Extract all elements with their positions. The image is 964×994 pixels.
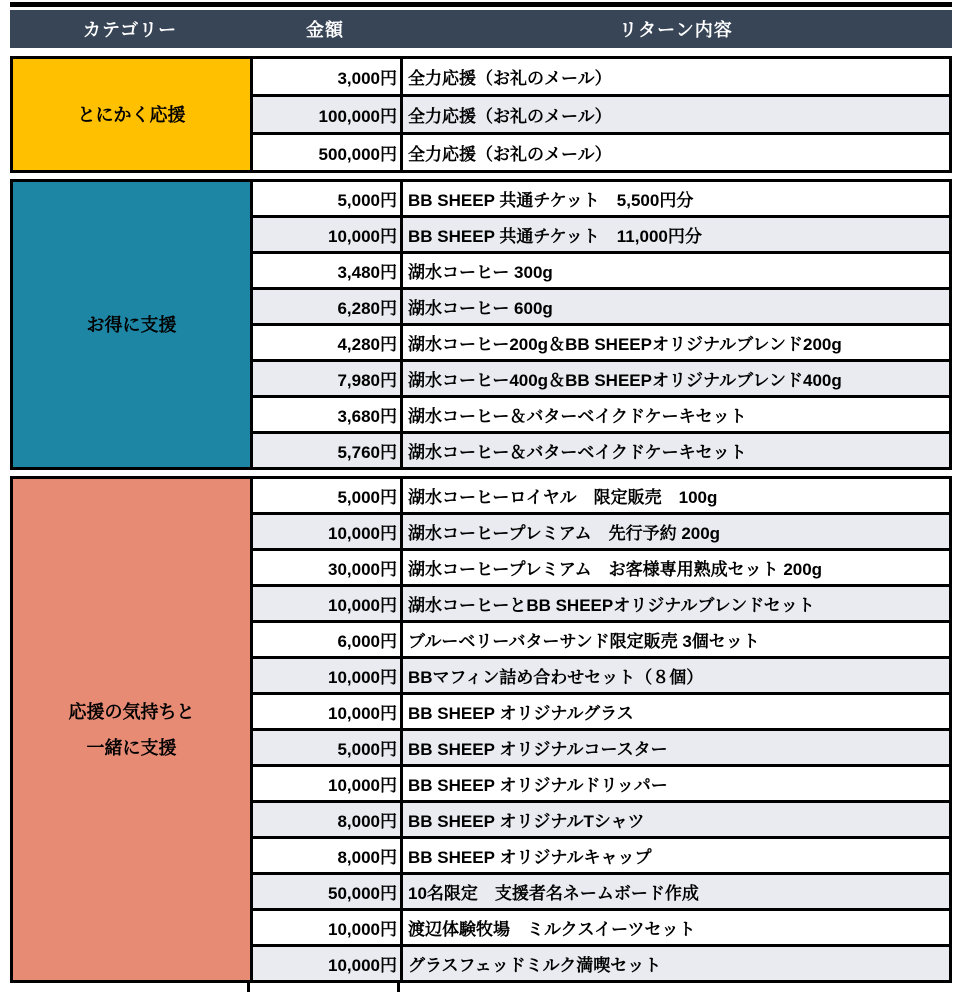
- amount-cell: 10,000円: [250, 659, 400, 692]
- gridline-stub-left: [247, 983, 250, 992]
- table-body: [10, 56, 952, 983]
- return-detail-cell: BB SHEEP オリジナルドリッパー: [400, 767, 949, 800]
- return-detail-cell: 湖水コーヒー 600g: [400, 290, 949, 323]
- return-detail-cell: 湖水コーヒー＆バターベイクドケーキセット: [400, 398, 949, 431]
- amount-cell: 3,000円: [250, 59, 400, 94]
- amount-cell: 500,000円: [250, 135, 400, 170]
- table-row: [250, 251, 949, 287]
- bottom-gridline-stubs: [10, 983, 952, 992]
- table-row: [250, 395, 949, 431]
- amount-cell: 10,000円: [250, 947, 400, 980]
- return-detail-cell: 渡辺体験牧場 ミルクスイーツセット: [400, 911, 949, 944]
- return-detail-cell: 湖水コーヒーとBB SHEEPオリジナルブレンドセット: [400, 587, 949, 620]
- table-row: [250, 215, 949, 251]
- amount-cell: 10,000円: [250, 587, 400, 620]
- gridline-stub-right: [397, 983, 400, 992]
- return-detail-cell: BB SHEEP オリジナルグラス: [400, 695, 949, 728]
- return-detail-cell: 湖水コーヒー400g＆BB SHEEPオリジナルブレンド400g: [400, 362, 949, 395]
- amount-cell: 10,000円: [250, 911, 400, 944]
- table-row: [250, 692, 949, 728]
- table-row: [250, 94, 949, 132]
- table-row: [250, 800, 949, 836]
- amount-cell: 7,980円: [250, 362, 400, 395]
- return-detail-cell: 湖水コーヒー＆バターベイクドケーキセット: [400, 434, 949, 467]
- group-rows: [250, 182, 949, 467]
- category-group: [10, 179, 952, 470]
- category-cell: [13, 182, 250, 467]
- return-detail-cell: グラスフェッドミルク満喫セット: [400, 947, 949, 980]
- return-detail-cell: 湖水コーヒープレミアム お客様専用熟成セット 200g: [400, 551, 949, 584]
- category-cell: [13, 479, 250, 980]
- table-row: [250, 584, 949, 620]
- return-detail-cell: 湖水コーヒーロイヤル 限定販売 100g: [400, 479, 949, 512]
- amount-cell: 8,000円: [250, 803, 400, 836]
- table-header-row: [10, 10, 952, 48]
- category-label-line: とにかく応援: [77, 104, 186, 125]
- amount-cell: 8,000円: [250, 839, 400, 872]
- amount-cell: 10,000円: [250, 218, 400, 251]
- header-gap: [10, 48, 952, 56]
- category-cell: [13, 59, 250, 170]
- table-top-border: [10, 2, 952, 7]
- table-row: [250, 182, 949, 215]
- table-row: [250, 479, 949, 512]
- table-row: [250, 908, 949, 944]
- header-cell-amount: 金額: [306, 20, 344, 40]
- table-row: [250, 656, 949, 692]
- amount-cell: 6,000円: [250, 623, 400, 656]
- table-row: [250, 836, 949, 872]
- table-row: [250, 548, 949, 584]
- return-detail-cell: BB SHEEP 共通チケット 5,500円分: [400, 182, 949, 215]
- amount-cell: 10,000円: [250, 767, 400, 800]
- amount-cell: 30,000円: [250, 551, 400, 584]
- table-row: [250, 132, 949, 170]
- return-detail-cell: 10名限定 支援者名ネームボード作成: [400, 875, 949, 908]
- amount-cell: 50,000円: [250, 875, 400, 908]
- return-detail-cell: 全力応援（お礼のメール）: [400, 97, 949, 132]
- table-row: [250, 359, 949, 395]
- group-rows: [250, 59, 949, 170]
- table-row: [250, 944, 949, 980]
- return-detail-cell: BB SHEEP オリジナルコースター: [400, 731, 949, 764]
- return-detail-cell: BBマフィン詰め合わせセット（８個）: [400, 659, 949, 692]
- amount-cell: 5,760円: [250, 434, 400, 467]
- category-label-line: お得に支援: [86, 314, 177, 335]
- group-rows: [250, 479, 949, 980]
- table-row: [250, 728, 949, 764]
- amount-cell: 5,000円: [250, 479, 400, 512]
- amount-cell: 5,000円: [250, 731, 400, 764]
- category-group: [10, 476, 952, 983]
- amount-cell: 100,000円: [250, 97, 400, 132]
- amount-cell: 3,680円: [250, 398, 400, 431]
- amount-cell: 6,280円: [250, 290, 400, 323]
- table-row: [250, 872, 949, 908]
- return-detail-cell: BB SHEEP オリジナルTシャツ: [400, 803, 949, 836]
- amount-cell: 10,000円: [250, 695, 400, 728]
- amount-cell: 4,280円: [250, 326, 400, 359]
- return-detail-cell: 湖水コーヒープレミアム 先行予約 200g: [400, 515, 949, 548]
- table-row: [250, 512, 949, 548]
- return-detail-cell: 全力応援（お礼のメール）: [400, 135, 949, 170]
- table-row: [250, 323, 949, 359]
- table-row: [250, 431, 949, 467]
- header-cell-return: リターン内容: [619, 20, 733, 40]
- table-row: [250, 764, 949, 800]
- amount-cell: 5,000円: [250, 182, 400, 215]
- amount-cell: 3,480円: [250, 254, 400, 287]
- table-row: [250, 287, 949, 323]
- category-group: [10, 56, 952, 173]
- category-label-line: 応援の気持ちと: [68, 701, 195, 722]
- reward-table: [10, 0, 952, 992]
- amount-cell: 10,000円: [250, 515, 400, 548]
- header-cell-category: カテゴリー: [82, 20, 178, 40]
- return-detail-cell: 湖水コーヒー 300g: [400, 254, 949, 287]
- table-row: [250, 59, 949, 94]
- return-detail-cell: BB SHEEP オリジナルキャップ: [400, 839, 949, 872]
- return-detail-cell: BB SHEEP 共通チケット 11,000円分: [400, 218, 949, 251]
- return-detail-cell: 全力応援（お礼のメール）: [400, 59, 949, 94]
- return-detail-cell: 湖水コーヒー200g＆BB SHEEPオリジナルブレンド200g: [400, 326, 949, 359]
- category-label-line: 一緒に支援: [86, 737, 177, 758]
- return-detail-cell: ブルーベリーバターサンド限定販売 3個セット: [400, 623, 949, 656]
- table-row: [250, 620, 949, 656]
